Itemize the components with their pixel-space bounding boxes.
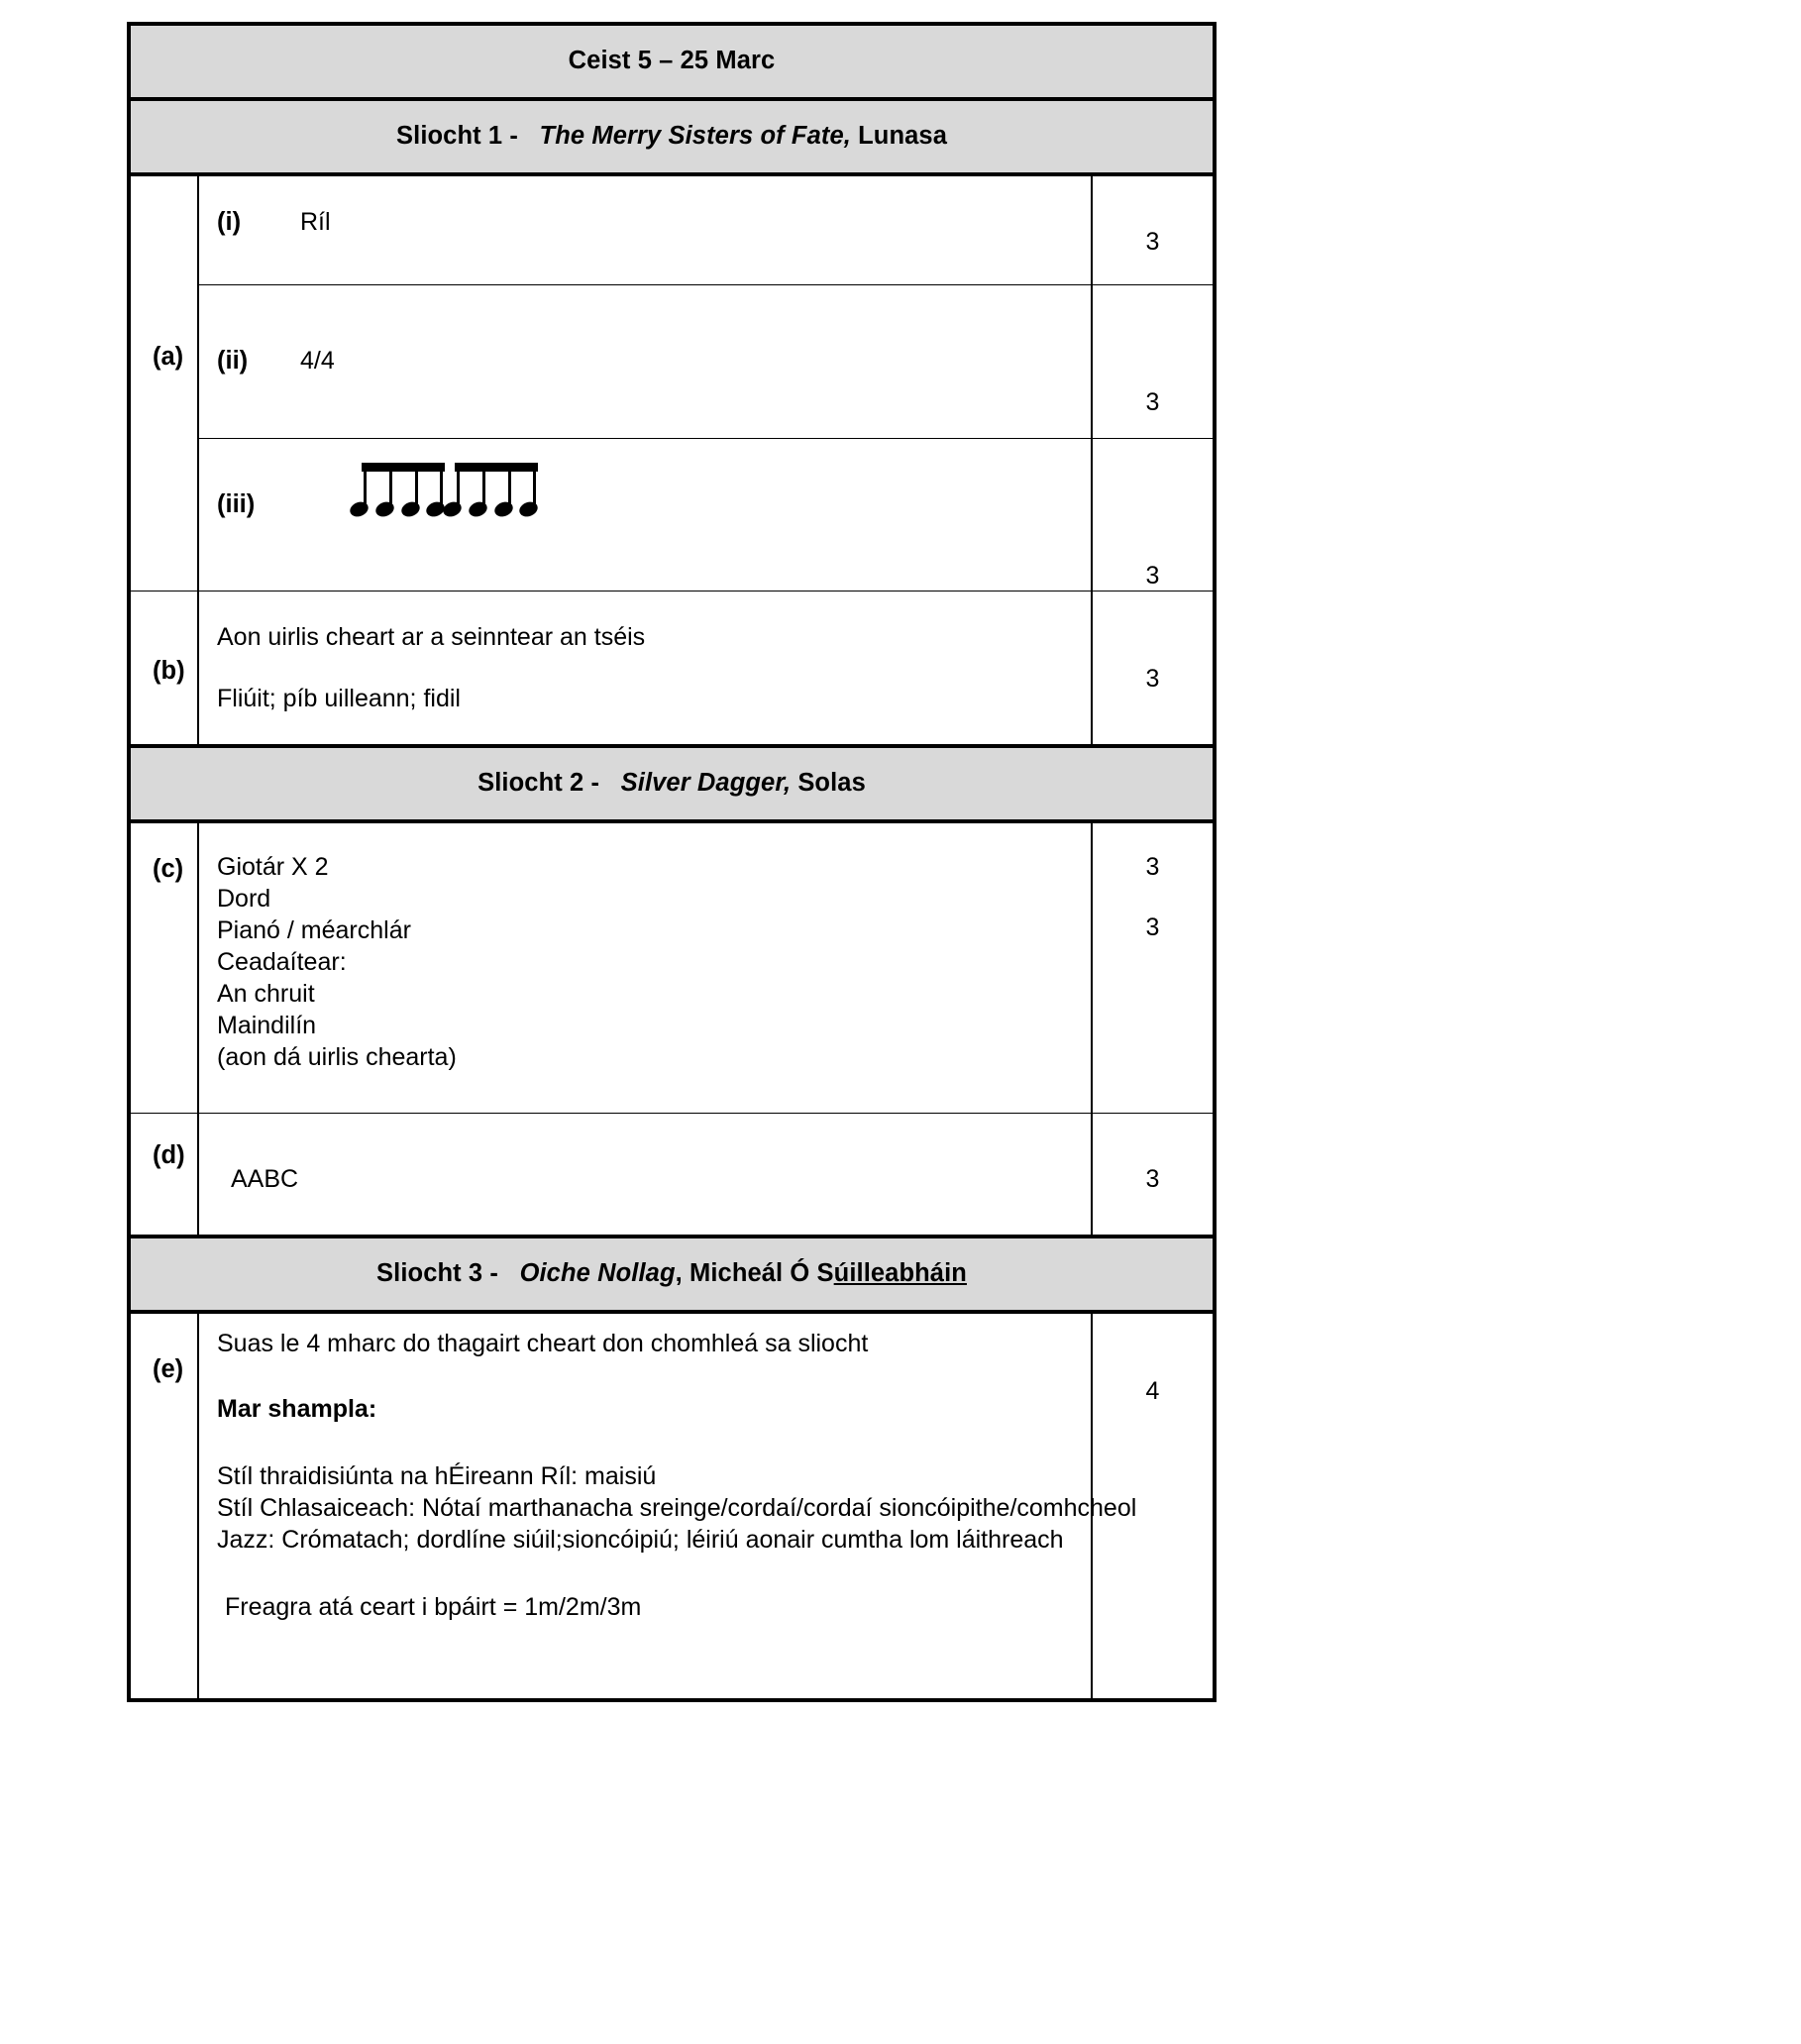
sliocht-1-artist: Lunasa bbox=[858, 122, 947, 150]
answer-b-line-1: Aon uirlis cheart ar a seinntear an tséis bbox=[217, 623, 646, 652]
row-label-b-text: (b) bbox=[153, 657, 185, 686]
table-row-sliocht-3-header bbox=[129, 1237, 1215, 1312]
answer-d-text: AABC bbox=[231, 1165, 299, 1194]
list-item: Jazz: Crómatach; dordlíne siúil;sioncóipiú; léiriú aonair cumtha lom láithreach bbox=[217, 1526, 1064, 1555]
answer-a-ii bbox=[198, 284, 1092, 439]
list-item: Dord bbox=[217, 885, 271, 914]
table-row-a-ii bbox=[129, 284, 1215, 439]
row-label-b bbox=[129, 592, 198, 747]
marks-a-iii: 3 bbox=[1092, 439, 1215, 592]
row-label-d bbox=[129, 1114, 198, 1237]
table-row-sliocht-2-header bbox=[129, 746, 1215, 821]
row-label-c-text: (c) bbox=[153, 855, 184, 884]
roman-numeral-iii: (iii) bbox=[217, 489, 256, 518]
answer-e-intro: Suas le 4 mharc do thagairt cheart don chomhleá sa sliocht bbox=[217, 1330, 869, 1358]
answer-a-i bbox=[198, 174, 1092, 284]
marks-e: 4 bbox=[1092, 1312, 1215, 1700]
marks-c-first: 3 bbox=[1145, 853, 1160, 882]
sliocht-3-artist-underlined: úilleabháin bbox=[833, 1259, 967, 1288]
marks-c bbox=[1092, 821, 1215, 1114]
answer-e-example-heading: Mar shampla: bbox=[217, 1395, 377, 1424]
sliocht-2-title: Silver Dagger, bbox=[620, 769, 792, 798]
marks-a-ii: 3 bbox=[1092, 284, 1215, 439]
answer-a-i-text: Ríl bbox=[300, 208, 331, 236]
quaver-beam-notation-icon bbox=[362, 463, 538, 520]
answer-e bbox=[198, 1312, 1137, 1700]
sliocht-2-prefix: Sliocht 2 - bbox=[477, 769, 600, 798]
sliocht-2-artist: Solas bbox=[797, 769, 866, 798]
marks-d: 3 bbox=[1092, 1114, 1215, 1237]
list-item: Ceadaítear: bbox=[217, 948, 347, 977]
answer-b-line-2: Fliúit; píb uilleann; fidil bbox=[217, 685, 461, 713]
sliocht-3-title: Oiche Nollag bbox=[519, 1259, 676, 1288]
sliocht-3-band bbox=[129, 1237, 1215, 1312]
roman-numeral-i: (i) bbox=[217, 208, 242, 236]
roman-numeral-ii: (ii) bbox=[217, 346, 249, 375]
table-row-b bbox=[129, 592, 1215, 747]
quaver-group-2-icon bbox=[455, 463, 538, 520]
answer-a-iii bbox=[198, 439, 1092, 592]
answer-a-ii-text: 4/4 bbox=[300, 346, 335, 375]
list-item: Maindilín bbox=[217, 1012, 317, 1040]
sliocht-1-title: The Merry Sisters of Fate, bbox=[539, 122, 851, 150]
list-item: Stíl thraidisiúnta na hÉireann Ríl: maisiú bbox=[217, 1462, 657, 1491]
sliocht-2-band bbox=[129, 746, 1215, 821]
sliocht-3-artist-plain: , Micheál Ó S bbox=[675, 1259, 834, 1288]
row-label-e bbox=[129, 1312, 198, 1700]
answer-d bbox=[198, 1114, 1092, 1237]
list-item: (aon dá uirlis chearta) bbox=[217, 1043, 457, 1072]
sliocht-3-prefix: Sliocht 3 - bbox=[376, 1259, 498, 1288]
table-row-title bbox=[129, 24, 1215, 99]
list-item: Pianó / méarchlár bbox=[217, 916, 411, 945]
table-row-e bbox=[129, 1312, 1215, 1700]
list-item: An chruit bbox=[217, 980, 315, 1009]
marks-a-i: 3 bbox=[1092, 174, 1215, 284]
table-row-d bbox=[129, 1114, 1215, 1237]
table-row-a-i bbox=[129, 174, 1215, 284]
list-item: Stíl Chlasaiceach: Nótaí marthanacha sreinge/cordaí/cordaí sioncóipithe/comhcheol bbox=[217, 1494, 1137, 1523]
row-label-a-text: (a) bbox=[153, 343, 184, 371]
table-row-c bbox=[129, 821, 1215, 1114]
row-label-c bbox=[129, 821, 198, 1114]
quaver-group-1-icon bbox=[362, 463, 445, 520]
table-row-sliocht-1-header bbox=[129, 99, 1215, 174]
marking-scheme-table bbox=[127, 22, 1217, 1702]
row-label-e-text: (e) bbox=[153, 1355, 184, 1384]
row-label-d-text: (d) bbox=[153, 1141, 185, 1170]
table-row-a-iii bbox=[129, 439, 1215, 592]
list-item: Giotár X 2 bbox=[217, 853, 329, 882]
sliocht-1-prefix: Sliocht 1 - bbox=[396, 122, 518, 150]
answer-e-footer: Freagra atá ceart i bpáirt = 1m/2m/3m bbox=[225, 1593, 642, 1622]
page-title: Ceist 5 – 25 Marc bbox=[129, 24, 1215, 99]
sliocht-1-band bbox=[129, 99, 1215, 174]
marks-b: 3 bbox=[1092, 592, 1215, 747]
answer-b bbox=[198, 592, 1092, 747]
marks-c-second: 3 bbox=[1145, 914, 1160, 942]
answer-c bbox=[198, 821, 1092, 1114]
row-label-a bbox=[129, 174, 198, 592]
